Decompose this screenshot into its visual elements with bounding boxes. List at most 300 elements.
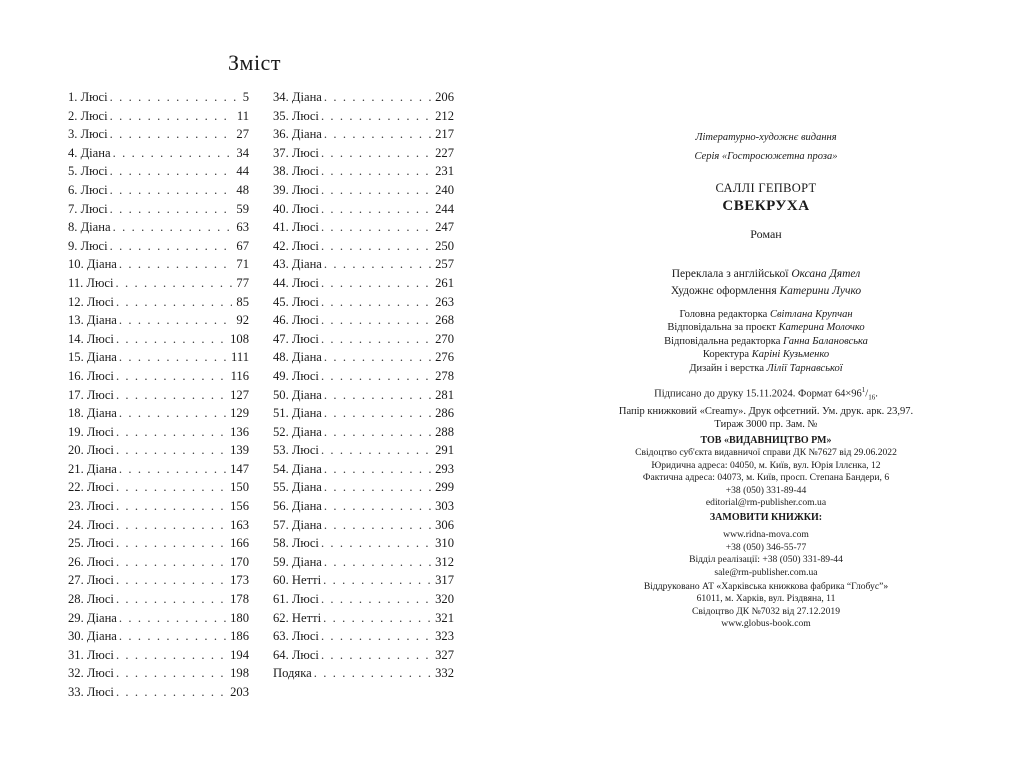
toc-entry-page: 206 <box>435 90 454 104</box>
toc-leader-dots <box>324 516 431 535</box>
toc-leader-dots <box>116 330 226 349</box>
toc-entry-page: 291 <box>435 443 454 458</box>
toc-leader-dots <box>116 534 226 553</box>
toc-entry-page: 48 <box>236 182 249 197</box>
toc-entry-label: 6. Люсі <box>68 182 108 197</box>
toc-leader-dots <box>119 311 233 330</box>
toc-entry <box>68 497 249 516</box>
publisher-info <box>586 435 946 509</box>
toc-entry <box>273 162 454 181</box>
toc-leader-dots <box>321 330 431 349</box>
toc-entry <box>273 404 454 423</box>
toc-entry <box>273 88 454 107</box>
toc-leader-dots <box>116 590 226 609</box>
staff-name: Світлана Крупчан <box>769 309 853 320</box>
toc-entry-label: 41. Люсі <box>273 220 319 235</box>
toc-entry-page: 139 <box>230 443 249 458</box>
staff-list <box>586 308 946 375</box>
toc-leader-dots <box>116 664 226 683</box>
toc-entry <box>273 478 454 497</box>
toc-entry <box>273 348 454 367</box>
toc-entry-page: 92 <box>236 313 249 328</box>
toc-leader-dots <box>321 367 431 386</box>
toc-entry-page: 293 <box>435 461 454 476</box>
toc-entry-page: 170 <box>230 554 249 569</box>
toc-entry <box>68 404 249 423</box>
staff-role: Коректура <box>702 349 750 361</box>
toc-entry <box>273 627 454 646</box>
book-title: СВЕКРУХА <box>722 198 810 214</box>
toc-entry <box>68 571 249 590</box>
toc-entry-label: 25. Люсі <box>68 536 114 551</box>
toc-leader-dots <box>324 478 431 497</box>
toc-entry-page: 127 <box>230 387 249 402</box>
print-line-3: Тираж 3000 пр. Зам. № <box>714 419 818 431</box>
toc-entry-page: 327 <box>435 647 454 662</box>
toc-entry-label: 46. Люсі <box>273 313 319 328</box>
toc-entry-page: 136 <box>230 424 249 439</box>
toc-entry-page: 303 <box>435 499 454 514</box>
toc-leader-dots <box>110 107 233 126</box>
toc-entry-label: 18. Діана <box>68 406 117 421</box>
toc-entry <box>273 516 454 535</box>
toc-entry-page: 163 <box>230 517 249 532</box>
toc-entry-page: 147 <box>230 461 249 476</box>
printer-line: www.globus-book.com <box>721 618 811 630</box>
toc-entry-page: 227 <box>435 145 454 160</box>
toc-entry-page: 85 <box>236 294 249 309</box>
toc-entry <box>273 441 454 460</box>
toc-entry-page: 108 <box>230 331 249 346</box>
toc-entry-label: 35. Люсі <box>273 108 319 123</box>
toc-leader-dots <box>119 348 227 367</box>
toc-entry-label: 16. Люсі <box>68 368 114 383</box>
toc-entry-page: 240 <box>435 182 454 197</box>
toc-entry-page: 111 <box>231 350 249 365</box>
toc-entry-label: 10. Діана <box>68 257 117 272</box>
toc-entry-label: 22. Люсі <box>68 480 114 495</box>
toc-entry <box>68 386 249 405</box>
publisher-lines <box>586 447 946 509</box>
printer-info <box>586 581 946 631</box>
toc-leader-dots <box>119 404 226 423</box>
toc-leader-dots <box>110 200 233 219</box>
toc-leader-dots <box>324 386 431 405</box>
toc-entry-label: 39. Люсі <box>273 182 319 197</box>
toc-entry <box>68 255 249 274</box>
toc-entry-label: 60. Нетті <box>273 573 322 588</box>
toc-entry-page: 250 <box>435 238 454 253</box>
toc-entry-page: 276 <box>435 350 454 365</box>
toc-entry-page: 173 <box>230 573 249 588</box>
toc-leader-dots <box>321 237 431 256</box>
toc-entry <box>273 571 454 590</box>
toc-leader-dots <box>116 441 226 460</box>
toc-entry-page: 299 <box>435 480 454 495</box>
toc-entry <box>273 200 454 219</box>
art-credit <box>586 283 946 299</box>
toc-entry <box>68 200 249 219</box>
toc-entry <box>273 144 454 163</box>
toc-entry-label: 61. Люсі <box>273 592 319 607</box>
toc-entry <box>273 646 454 665</box>
toc-leader-dots <box>119 255 233 274</box>
toc-entry-label: 40. Люсі <box>273 201 319 216</box>
toc-leader-dots <box>113 144 233 163</box>
toc-entry-label: 64. Люсі <box>273 647 319 662</box>
toc-entry-label: 44. Люсі <box>273 275 319 290</box>
toc-entry <box>68 144 249 163</box>
book-genre: Роман <box>750 227 782 241</box>
staff-role: Дизайн і верстка <box>689 362 764 374</box>
toc-entry-page: 67 <box>236 238 249 253</box>
toc-entry-label: 8. Діана <box>68 220 111 235</box>
toc-entry-label: 47. Люсі <box>273 331 319 346</box>
toc-entry-page: 180 <box>230 610 249 625</box>
toc-leader-dots <box>321 218 431 237</box>
staff-line <box>586 348 946 361</box>
staff-name: Лілії Тарнавської <box>766 362 843 374</box>
toc-entry <box>68 609 249 628</box>
toc-leader-dots <box>110 181 233 200</box>
toc-entry-page: 247 <box>435 220 454 235</box>
toc-entry-page: 321 <box>435 610 454 625</box>
toc-leader-dots <box>321 162 431 181</box>
toc-leader-dots <box>116 497 226 516</box>
toc-entry <box>68 162 249 181</box>
toc-leader-dots <box>321 627 431 646</box>
toc-entry-label: 36. Діана <box>273 127 322 142</box>
toc-entry-label: 30. Діана <box>68 629 117 644</box>
toc-entry-page: 310 <box>435 536 454 551</box>
toc-entry-page: 194 <box>230 647 249 662</box>
toc-entry-label: 27. Люсі <box>68 573 114 588</box>
edition-type: Літературно-художнє видання <box>695 132 837 143</box>
toc-entry-label: 11. Люсі <box>68 275 114 290</box>
toc-entry-label: 58. Люсі <box>273 536 319 551</box>
translator-credit <box>586 266 946 282</box>
toc-leader-dots <box>321 311 431 330</box>
toc-entry-page: 63 <box>236 220 249 235</box>
toc-leader-dots <box>321 590 431 609</box>
toc-entry-page: 263 <box>435 294 454 309</box>
toc-leader-dots <box>324 348 431 367</box>
toc-entry-page: 270 <box>435 331 454 346</box>
toc-entry <box>68 664 249 683</box>
toc-entry <box>68 311 249 330</box>
toc-entry-page: 286 <box>435 406 454 421</box>
publisher-line: +38 (050) 331-89-44 <box>725 484 807 496</box>
staff-name: Ганна Балановська <box>783 335 868 347</box>
toc-entry <box>68 348 249 367</box>
toc-entry-label: 9. Люсі <box>68 238 108 253</box>
toc-leader-dots <box>321 534 431 553</box>
printer-line: Свідоцтво ДК №7032 від 27.12.2019 <box>692 605 840 617</box>
publisher-line: Фактична адреса: 04073, м. Київ, просп. Степана Бандери, 6 <box>642 472 890 484</box>
toc-entry <box>273 181 454 200</box>
toc-leader-dots <box>116 571 226 590</box>
toc-entry-page: 166 <box>230 536 249 551</box>
toc-leader-dots <box>324 88 431 107</box>
translator-name: Оксана Дятел <box>791 268 861 280</box>
toc-leader-dots <box>324 404 431 423</box>
toc-entry <box>273 367 454 386</box>
toc-entry <box>68 516 249 535</box>
toc-column-right <box>273 88 454 683</box>
toc-entry-label: 49. Люсі <box>273 368 319 383</box>
toc-entry-page: 34 <box>236 145 249 160</box>
toc-leader-dots <box>321 200 431 219</box>
staff-role: Відповідальна за проєкт <box>667 322 776 334</box>
printer-line: 61011, м. Харків, вул. Різдвяна, 11 <box>696 593 836 605</box>
toc-leader-dots <box>321 107 431 126</box>
toc-entry-page: 268 <box>435 313 454 328</box>
order-line: www.ridna-mova.com <box>723 529 809 541</box>
staff-name: Каріні Кузьменко <box>751 349 830 361</box>
toc-entry <box>273 125 454 144</box>
toc-entry <box>68 423 249 442</box>
toc-entry <box>273 534 454 553</box>
toc-entry-page: 217 <box>435 127 454 142</box>
toc-leader-dots <box>116 553 226 572</box>
toc-entry-label: 38. Люсі <box>273 164 319 179</box>
toc-entry-label: 54. Діана <box>273 461 322 476</box>
toc-entry-page: 288 <box>435 424 454 439</box>
toc-entry <box>273 609 454 628</box>
toc-entry-page: 77 <box>236 275 249 290</box>
toc-entry-page: 198 <box>230 666 249 681</box>
publisher-line: editorial@rm-publisher.com.ua <box>705 497 827 509</box>
toc-leader-dots <box>321 646 431 665</box>
print-line-2: Папір книжковий «Creamy». Друк офсетний. Ум. друк. арк. 23,97. <box>618 406 914 417</box>
toc-leader-dots <box>116 683 226 702</box>
toc-entry-label: 2. Люсі <box>68 108 108 123</box>
book-author: САЛЛІ ГЕПВОРТ <box>715 181 817 195</box>
toc-leader-dots <box>110 88 239 107</box>
toc-entry-label: 52. Діана <box>273 424 322 439</box>
series-name: Серія «Гостросюжетна проза» <box>694 151 838 162</box>
toc-entry-label: 42. Люсі <box>273 238 319 253</box>
toc-entry-label: 20. Люсі <box>68 443 114 458</box>
toc-entry-page: 5 <box>242 90 249 104</box>
order-info <box>586 512 946 579</box>
staff-role: Головна редакторка <box>679 309 768 320</box>
toc-entry-label: 5. Люсі <box>68 164 108 179</box>
toc-entry-label: 4. Діана <box>68 145 111 160</box>
toc-leader-dots <box>110 162 233 181</box>
toc-entry-page: 281 <box>435 387 454 402</box>
toc-entry-page: 306 <box>435 517 454 532</box>
toc-entry-page: 27 <box>236 127 249 142</box>
publisher-name: ТОВ «ВИДАВНИЦТВО РМ» <box>700 435 832 446</box>
toc-entry <box>68 274 249 293</box>
toc-entry <box>68 646 249 665</box>
order-line: sale@rm-publisher.com.ua <box>714 566 818 578</box>
publisher-line: Свідоцтво суб'єкта видавничої справи ДК №7627 від 29.06.2022 <box>635 447 897 459</box>
toc-leader-dots <box>116 646 226 665</box>
staff-line <box>586 362 946 375</box>
toc-leader-dots <box>116 293 232 312</box>
toc-entry <box>68 441 249 460</box>
toc-entry-page: 44 <box>236 164 249 179</box>
toc-entry <box>68 107 249 126</box>
toc-entry <box>68 590 249 609</box>
art-name: Катерини Лучко <box>779 285 862 297</box>
toc-leader-dots <box>119 460 226 479</box>
toc-entry-page: 261 <box>435 275 454 290</box>
toc-entry <box>68 88 249 107</box>
toc-entry-label: 29. Діана <box>68 610 117 625</box>
toc-entry-label: 24. Люсі <box>68 517 114 532</box>
toc-entry <box>273 386 454 405</box>
toc-leader-dots <box>119 609 226 628</box>
toc-entry <box>273 218 454 237</box>
toc-entry-label: 1. Люсі <box>68 90 108 104</box>
toc-entry-label: 37. Люсі <box>273 145 319 160</box>
toc-entry <box>68 534 249 553</box>
art-role: Художнє оформлення <box>670 285 777 297</box>
toc-entry-page: 71 <box>236 257 249 272</box>
toc-leader-dots <box>110 125 233 144</box>
toc-entry <box>68 367 249 386</box>
toc-leader-dots <box>110 237 233 256</box>
toc-entry-page: 203 <box>230 685 249 699</box>
toc-entry-label: 15. Діана <box>68 350 117 365</box>
toc-entry <box>68 181 249 200</box>
toc-entry-page: 156 <box>230 499 249 514</box>
toc-leader-dots <box>321 441 431 460</box>
toc-leader-dots <box>324 553 431 572</box>
toc-entry-page: 231 <box>435 164 454 179</box>
toc-entry-page: 212 <box>435 108 454 123</box>
toc-entry-label: 7. Люсі <box>68 201 108 216</box>
toc-entry-label: 31. Люсі <box>68 647 114 662</box>
order-line: +38 (050) 346-55-77 <box>725 541 807 553</box>
toc-leader-dots <box>321 293 431 312</box>
toc-entry-label: 56. Діана <box>273 499 322 514</box>
toc-entry-page: 312 <box>435 554 454 569</box>
toc-entry <box>273 590 454 609</box>
toc-entry-label: 19. Люсі <box>68 424 114 439</box>
toc-entry-label: 14. Люсі <box>68 331 114 346</box>
staff-line <box>586 308 946 321</box>
toc-leader-dots <box>116 423 226 442</box>
toc-entry-page: 323 <box>435 629 454 644</box>
toc-leader-dots <box>324 497 431 516</box>
toc-entry-page: 332 <box>435 666 454 681</box>
toc-entry-page: 11 <box>236 108 249 123</box>
toc-entry <box>273 460 454 479</box>
toc-entry-label: 21. Діана <box>68 461 117 476</box>
toc-leader-dots <box>324 423 431 442</box>
toc-entry <box>273 330 454 349</box>
toc-entry-page: 278 <box>435 368 454 383</box>
toc-entry-page: 186 <box>230 629 249 644</box>
order-lines <box>586 529 946 579</box>
printer-line: Віддруковано АТ «Харківська книжкова фабрика “Глобус”» <box>643 581 889 592</box>
toc-leader-dots <box>115 274 232 293</box>
toc-entry-page: 244 <box>435 201 454 216</box>
staff-line <box>586 321 946 334</box>
toc-entry-label: 45. Люсі <box>273 294 319 309</box>
toc-entry-label: 32. Люсі <box>68 666 114 681</box>
toc-title: Зміст <box>228 50 281 75</box>
toc-entry <box>273 255 454 274</box>
toc-entry-label: 17. Люсі <box>68 387 114 402</box>
toc-entry <box>68 237 249 256</box>
toc-entry <box>273 497 454 516</box>
toc-entry-label: 51. Діана <box>273 406 322 421</box>
toc-entry <box>68 330 249 349</box>
toc-entry <box>68 218 249 237</box>
toc-leader-dots <box>321 274 431 293</box>
toc-leader-dots <box>116 386 226 405</box>
toc-entry <box>68 125 249 144</box>
toc-entry-label: 26. Люсі <box>68 554 114 569</box>
toc-entry-label: 3. Люсі <box>68 127 108 142</box>
print-line-1: Підписано до друку 15.11.2024. Формат $64\times 96^1/_{16}$. <box>654 386 878 402</box>
toc-entry-page: 150 <box>230 480 249 495</box>
toc-entry <box>68 627 249 646</box>
toc-entry <box>68 460 249 479</box>
toc-leader-dots <box>116 367 227 386</box>
toc-entry-label: 59. Діана <box>273 554 322 569</box>
toc-entry-label: 48. Діана <box>273 350 322 365</box>
toc-entry <box>273 311 454 330</box>
toc-entry <box>273 553 454 572</box>
toc-leader-dots <box>324 460 431 479</box>
toc-entry <box>68 478 249 497</box>
staff-role: Відповідальна редакторка <box>664 335 781 347</box>
toc-entry-page: 257 <box>435 257 454 272</box>
toc-entry-label: 62. Нетті <box>273 610 322 625</box>
translator-role: Переклала з англійської <box>671 268 789 280</box>
toc-entry <box>273 107 454 126</box>
toc-leader-dots <box>323 609 431 628</box>
toc-leader-dots <box>116 516 226 535</box>
toc-entry-page: 320 <box>435 592 454 607</box>
toc-entry <box>273 274 454 293</box>
toc-entry-label: 43. Діана <box>273 257 322 272</box>
toc-leader-dots <box>324 255 431 274</box>
toc-entry-page: 317 <box>435 573 454 588</box>
order-line: Відділ реалізації: +38 (050) 331-89-44 <box>689 554 843 566</box>
toc-entry-label: 34. Діана <box>273 90 322 104</box>
toc-entry <box>273 423 454 442</box>
staff-line <box>586 335 946 348</box>
toc-entry <box>273 237 454 256</box>
toc-leader-dots <box>323 571 431 590</box>
order-heading: ЗАМОВИТИ КНИЖКИ: <box>709 512 823 523</box>
toc-leader-dots <box>321 144 431 163</box>
toc-leader-dots <box>119 627 226 646</box>
staff-name: Катерина Молочко <box>778 322 865 334</box>
toc-column-left <box>68 88 249 702</box>
toc-entry-label: 12. Люсі <box>68 294 114 309</box>
toc-entry-page: 178 <box>230 592 249 607</box>
toc-entry-label: 63. Люсі <box>273 629 319 644</box>
toc-entry-label: 28. Люсі <box>68 592 114 607</box>
toc-entry-label: 53. Люсі <box>273 443 319 458</box>
toc-entry <box>68 293 249 312</box>
toc-entry-label: 50. Діана <box>273 387 322 402</box>
toc-entry-page: 116 <box>230 368 249 383</box>
toc-entry <box>68 553 249 572</box>
toc-leader-dots <box>116 478 226 497</box>
toc-entry-label: 33. Люсі <box>68 685 114 699</box>
toc-leader-dots <box>321 181 431 200</box>
toc-entry-page: 129 <box>230 406 249 421</box>
